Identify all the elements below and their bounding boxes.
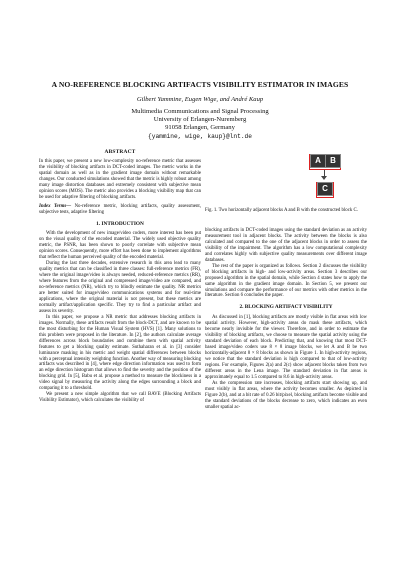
intro-heading: 1. INTRODUCTION xyxy=(96,220,144,227)
block-b: B xyxy=(325,154,341,168)
intro-paragraph-3: In this paper, we propose a NR metric that addresses blocking artifacts in images. Normally, these artifacts result from the block-DCT, and are known to be the most disturbing for the Human Visual System (HVS) [1]. Many solutions to this problem were proposed in the literature. In [2], the authors calculate average differences across block boundaries and combine them with spatial activity features to get a blocking quality estimate. Suthaharan et al. in [3] consider luminance masking in his metric and weight spatial differences between blocks with a perceptual intensity weighting function. Another way of measuring blocking artifacts was described in [4], where edge direction information was used to form an edge direction histogram that allows to find the severity and the position of the blocking grid. In [5], Babu et al. propose a method to measure the blockiness in a video signal by measuring the activity along the edges surrounding a block and comparing it to a threshold. xyxy=(39,314,201,392)
figure-1 xyxy=(205,150,367,228)
intro-paragraph-2: During the last three decades, extensive research in this area lead to many quality metrics that can be classified in three classes: full-reference metrics (FR), where the original image/video is always needed, reduced-reference metrics (RR), where features from the original and compressed image/video are compared, and no-reference metrics (NR), which try to blindly estimate the quality. NR metrics are better suited for image/video communications systems and for real-time applications, where the original material is not present, but these metrics are normally artifact/application specific. They try to find a particular artifact and assess its severity. xyxy=(39,261,201,314)
right-column xyxy=(205,150,367,411)
affiliation-line2: University of Erlangen-Nuremberg xyxy=(153,116,247,124)
right-paragraph-3: As discussed in [1], blocking artifacts are mostly visible in flat areas with low spatial activity. However, high-activity areas do mask these artifacts, which become nearly invisible for the viewer. Therefore, and in order to estimate the visibility of blocking artifacts, we choose to measure the spatial activity using the standard deviation of each block. Predicting that, and knowing that most DCT-based image/video coders use 8 × 8 image blocks, we let A and B be two horizontally-adjacent 8 × 8 blocks as shown in Figure 1. In high-activity regions, we notice that the standard deviation is high compared to that of low-activity regions. For example, Figures 2(a) and 2(c) show adjacent blocks taken from two different areas in the Lena image. The standard deviation in flat areas is approximately equal to 1.5 compared to 8.6 in high-activity areas. xyxy=(205,315,367,380)
intro-paragraph-1: With the development of new image/video coders, more interest has been put on the visual quality of the encoded material. The widely used objective quality metric, the PSNR, has been shown to poorly correlate with subjective mean opinion scores. Consequently, more effort has been done to implement algorithms that reflect the human perceived quality of the encoded material. xyxy=(39,231,201,261)
block-c: C xyxy=(317,182,333,196)
left-column xyxy=(39,150,201,404)
section2-heading: 2. BLOCKING ARTIFACT VISIBILITY xyxy=(239,304,333,311)
index-terms-label: Index Terms— xyxy=(39,203,72,209)
abstract xyxy=(39,150,201,216)
abstract-text: In this paper, we present a new low-complexity no-reference metric that assesses the visibility of blocking artifacts in DCT-coded images. The metric works in the spatial domain as well as in the gradient image domain without remarkable changes. Our conducted simulations showed that the metric is highly robust among many image distortion databases and extremely consistent with subjective mean opinion scores (MOS). The metric also provides a blocking visibility map that can be used for adaptive filtering of blocking artifacts. xyxy=(39,158,201,200)
figure-caption: Fig. 1. Two horizontally adjacent blocks A and B with the constructed block C. xyxy=(205,208,358,213)
index-terms xyxy=(39,204,201,216)
affiliation xyxy=(20,108,380,141)
abstract-heading: ABSTRACT xyxy=(104,149,136,155)
email: {yammine, wige, kaup}@lnt.de xyxy=(148,132,252,140)
affiliation-line3: 91058 Erlangen, Germany xyxy=(165,124,235,132)
paper-title: A NO-REFERENCE BLOCKING ARTIFACTS VISIBILITY ESTIMATOR IN IMAGES xyxy=(51,80,349,89)
authors: Gilbert Yammine, Eugen Wige, and André Kaup xyxy=(136,96,264,103)
right-paragraph-2: The rest of the paper is organized as follows. Section 2 discusses the visibility of blocking artifacts in high- and low-activity areas. Section 3 describes our proposed algorithm in the spatial domain, while Section 4 states how to apply the same algorithm in the gradient image domain. In Section 5, we present our simulations and compare the performance of our metrics with other metrics in the literature. Section 6 concludes the paper. xyxy=(205,263,367,299)
right-paragraph-1: blocking artifacts in DCT-coded images using the standard deviation as an activity measurement tool in adjacent blocks. The activity between the blocks is also calculated and compared to the one of the adjacent blocks in order to assess the visibility of the impairment. The algorithm has a low computational complexity and correlates highly with subjective quality measurements over different image databases. xyxy=(205,228,367,263)
arrow-down-icon xyxy=(321,176,327,180)
affiliation-line1: Multimedia Communications and Signal Processing xyxy=(131,108,269,115)
intro-paragraph-4: We present a new simple algorithm that we call BAVE (Blocking Artifacts Visibility Estimator), which calculates the visibility of xyxy=(39,392,201,404)
right-paragraph-4: As the compression rate increases, blocking artifacts start showing up, and most visibly in flat areas, where the activity becomes smaller. As depicted in Figure 2(b), and at a bit rate of 0.26 bit/pixel, blocking artifacts become visible and the standard deviations of the blocks decrease to zero, which indicates an even smaller spatial ac- xyxy=(205,380,367,410)
block-diagram xyxy=(279,152,361,204)
index-terms-text: No-reference metric, blocking artifacts, quality assessment, subjective tests, adaptive filtering xyxy=(39,203,201,215)
block-a: A xyxy=(310,154,326,168)
